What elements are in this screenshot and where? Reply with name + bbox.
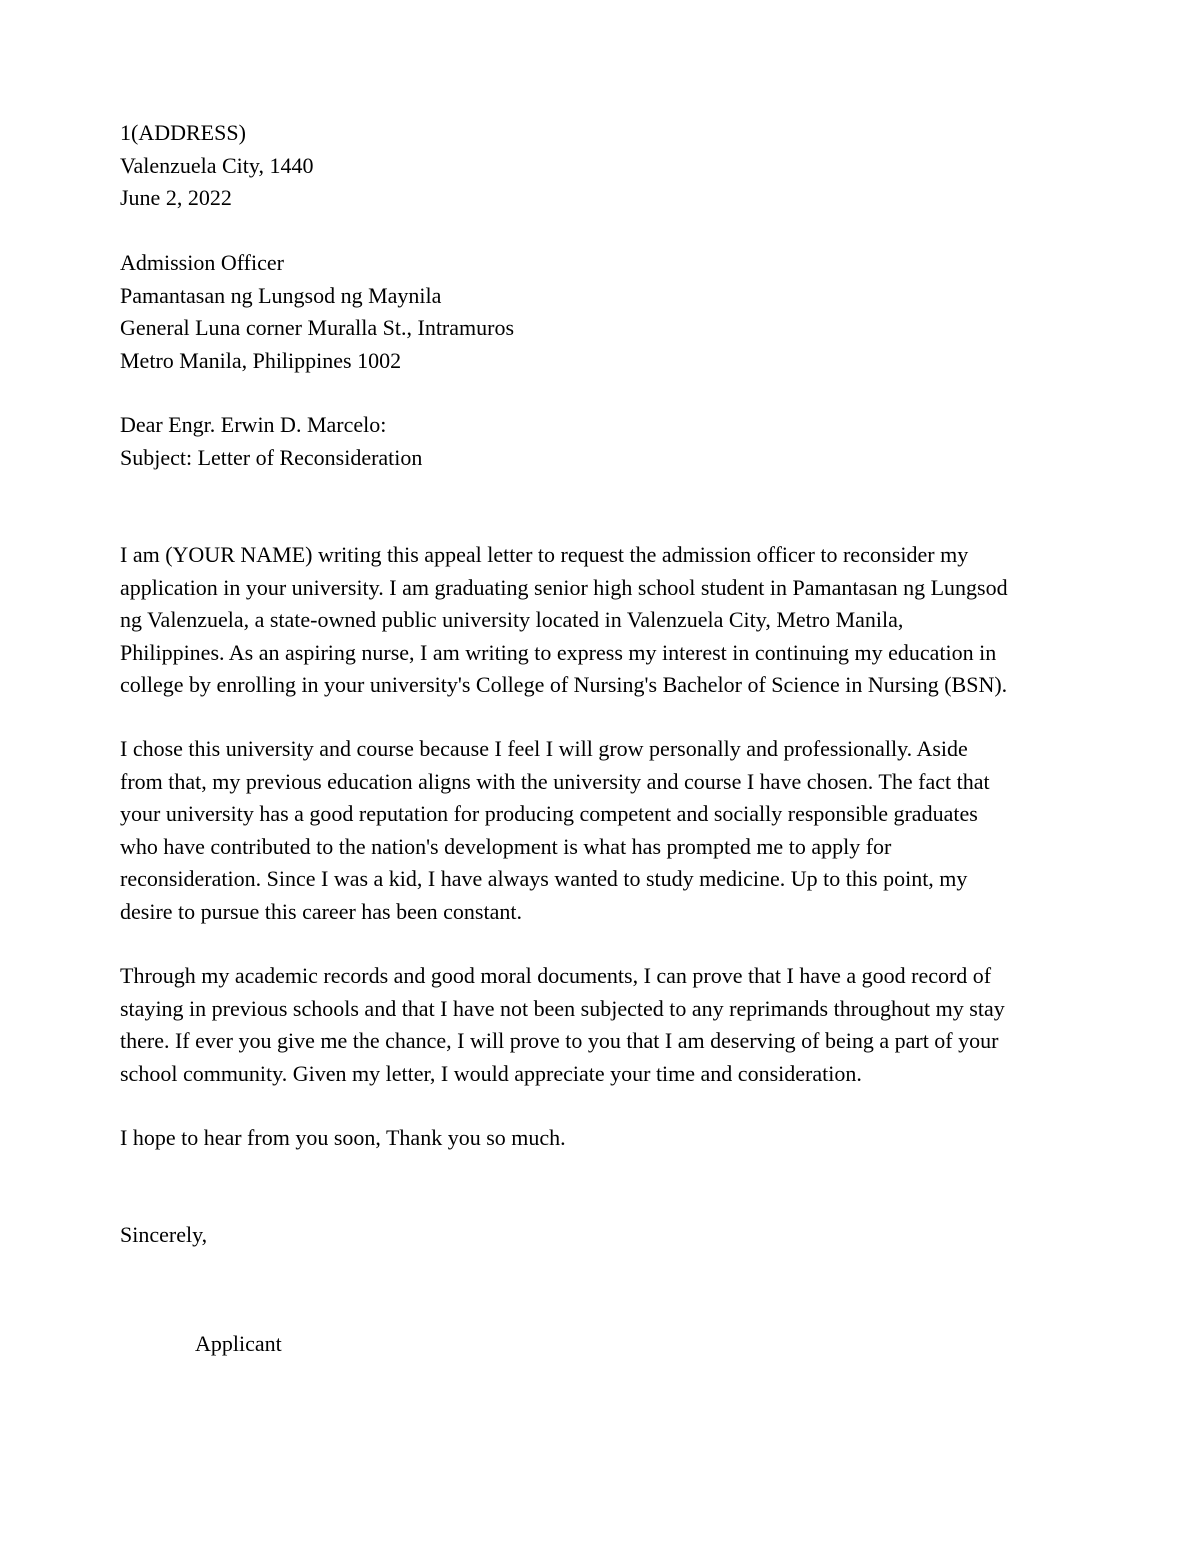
paragraph-line: staying in previous schools and that I have not been subjected to any reprimands throughout my stay	[120, 995, 1005, 1021]
paragraph-line: there. If ever you give me the chance, I will prove to you that I am deserving of being a part of your	[120, 1028, 999, 1053]
paragraph-line: reconsideration. Since I was a kid, I have always wanted to study medicine. Up to this point, my	[120, 866, 968, 891]
paragraph-line: school community. Given my letter, I would appreciate your time and consideration.	[120, 1060, 862, 1086]
recipient-title: Admission Officer	[120, 250, 284, 275]
sender-city: Valenzuela City, 1440	[120, 152, 314, 178]
recipient-address-block	[120, 247, 1080, 377]
paragraph-line: Philippines. As an aspiring nurse, I am writing to express my interest in continuing my education in	[120, 639, 997, 665]
body-paragraph-1	[120, 539, 1080, 702]
paragraph-line: your university has a good reputation for producing competent and socially responsible graduates	[120, 801, 978, 826]
subject-line: Subject: Letter of Reconsideration	[120, 444, 423, 470]
closing-block	[120, 1219, 1080, 1252]
paragraph-line: I hope to hear from you soon, Thank you so much.	[120, 1125, 566, 1150]
recipient-institution: Pamantasan ng Lungsod ng Maynila	[120, 282, 442, 308]
paragraph-line: who have contributed to the nation's development is what has prompted me to apply for	[120, 833, 892, 859]
paragraph-line: I am (YOUR NAME) writing this appeal letter to request the admission officer to reconsider my	[120, 542, 969, 567]
body-paragraph-2	[120, 733, 1080, 928]
body-paragraph-3	[120, 960, 1080, 1090]
paragraph-line: desire to pursue this career has been constant.	[120, 898, 522, 924]
paragraph-line: from that, my previous education aligns with the university and course I have chosen. The fact that	[120, 768, 990, 794]
sender-address: 1(ADDRESS)	[120, 120, 246, 145]
paragraph-line: I chose this university and course because I feel I will grow personally and professionally. Aside	[120, 736, 968, 761]
greeting-block	[120, 409, 1080, 474]
signature-label: Applicant	[195, 1331, 282, 1356]
recipient-street: General Luna corner Muralla St., Intramuros	[120, 315, 515, 340]
paragraph-line: application in your university. I am graduating senior high school student in Pamantasan ng Lungsod	[120, 574, 1008, 600]
paragraph-line: college by enrolling in your university's College of Nursing's Bachelor of Science in Nursing (BSN).	[120, 672, 1008, 697]
signature-block	[195, 1328, 1155, 1361]
recipient-region: Metro Manila, Philippines 1002	[120, 347, 402, 373]
sender-address-block	[120, 117, 1080, 215]
valediction: Sincerely,	[120, 1222, 208, 1247]
letter-date: June 2, 2022	[120, 185, 232, 210]
salutation: Dear Engr. Erwin D. Marcelo:	[120, 412, 387, 437]
paragraph-line: ng Valenzuela, a state-owned public university located in Valenzuela City, Metro Manila,	[120, 607, 904, 632]
body-paragraph-4	[120, 1122, 1080, 1155]
paragraph-line: Through my academic records and good moral documents, I can prove that I have a good record of	[120, 963, 992, 988]
